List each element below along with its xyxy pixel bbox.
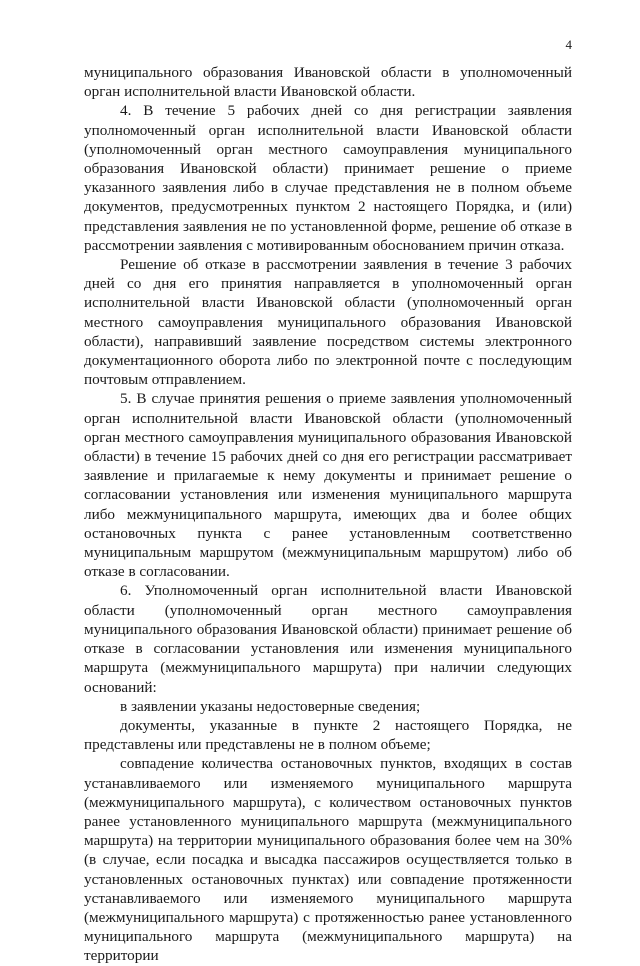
paragraph-ground-unreliable-info: в заявлении указаны недостоверные сведения;	[120, 697, 421, 715]
paragraph-item-4: 4. В течение 5 рабочих дней со дня регистрации заявления уполномоченный орган исполнительной власти Ивановской области (уполномоченный орган местного самоуправления муниципального образования Ивановской области) принимает решение о приеме указанного заявления либо в случае представления не в полном объеме документов, предусмотренных пунктом 2 настоящего Порядка, и (или) представления заявления не по установленной форме, решение об отказе в рассмотрении заявления с мотивированным обоснованием причин отказа.	[84, 102, 572, 254]
page-number: 4	[565, 37, 572, 52]
paragraph-ground-stops-overlap: совпадение количества остановочных пунктов, входящих в состав устанавливаемого или изменяемого муниципального маршрута (межмуниципального маршрута), с количеством остановочных пунктов ранее установленного муниципального маршрута (межмуниципального маршрута) на территории муниципального образования более чем на 30% (в случае, если посадка и высадка пассажиров осуществляется только в установленных остановочных пунктах) или совпадение протяженности устанавливаемого или изменяемого муниципального маршрута (межмуниципального маршрута) с протяженностью ранее установленного муниципального маршрута (межмуниципального маршрута) на территории	[84, 755, 572, 965]
paragraph-item-5: 5. В случае принятия решения о приеме заявления уполномоченный орган исполнительной власти Ивановской области (уполномоченный орган местного самоуправления муниципального образования Ивановской области) в течение 15 рабочих дней со дня его регистрации рассматривает заявление и прилагаемые к нему документы и принимает решение о согласовании установления или изменения муниципального маршрута либо межмуниципального маршрута, имеющих два и более общих остановочных пункта с ранее установленным соответственно муниципальным маршрутом (межмуниципальным маршрутом) либо об отказе в согласовании.	[84, 390, 572, 581]
paragraph-item-6: 6. Уполномоченный орган исполнительной власти Ивановской области (уполномоченный орган местного самоуправления муниципального образования Ивановской области) принимает решение об отказе в согласовании установления или изменения муниципального маршрута (межмуниципального маршрута) при наличии следующих оснований:	[84, 582, 572, 696]
paragraph-continuation: муниципального образования Ивановской области в уполномоченный орган исполнительной власти Ивановской области.	[84, 64, 572, 101]
paragraph-refusal-decision: Решение об отказе в рассмотрении заявления в течение 3 рабочих дней со дня его принятия направляется в уполномоченный орган исполнительной власти Ивановской области (уполномоченный орган местного самоуправления муниципального образования Ивановской области), направивший заявление посредством системы электронного документационного оборота либо по электронной почте с последующим почтовым отправлением.	[84, 256, 572, 389]
document-body	[84, 63, 572, 966]
paragraph-ground-missing-documents: документы, указанные в пункте 2 настоящего Порядка, не представлены или представлены не в полном объеме;	[84, 716, 572, 754]
